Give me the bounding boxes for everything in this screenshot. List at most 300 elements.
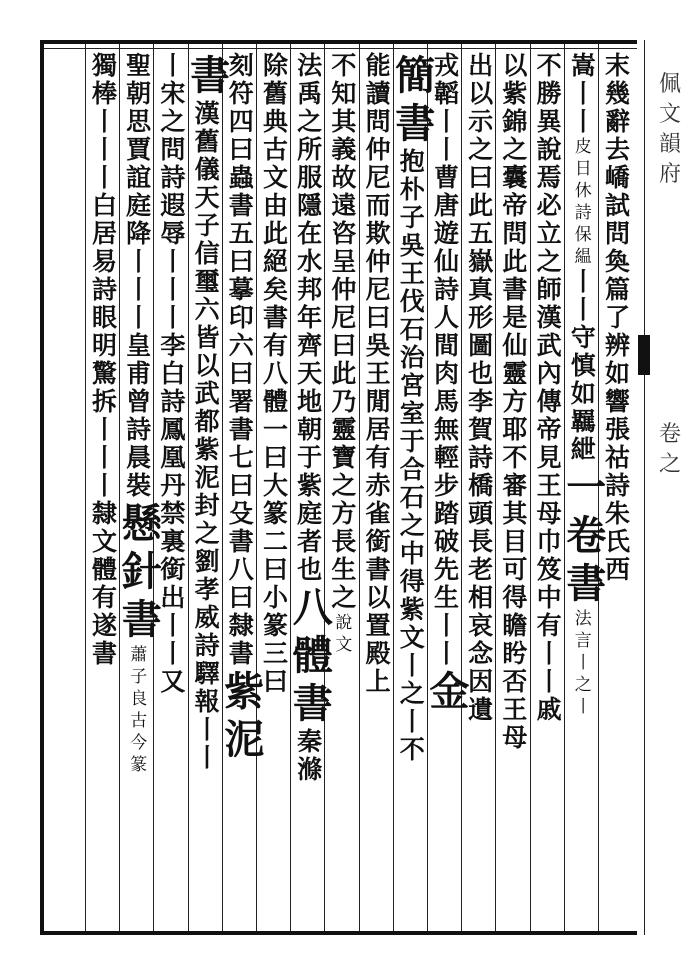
glyph: 寶 xyxy=(331,443,357,472)
glyph: 滌 xyxy=(297,755,323,784)
glyph: 能 xyxy=(365,51,391,80)
glyph: 符 xyxy=(228,79,254,108)
glyph: 蟲 xyxy=(228,163,254,192)
glyph: 篆 xyxy=(262,611,288,640)
glyph: 故 xyxy=(331,163,357,192)
glyph: 保 xyxy=(574,225,592,245)
glyph: 說 xyxy=(335,613,353,633)
glyph: 篆 xyxy=(262,499,288,528)
glyph: 水 xyxy=(297,247,323,276)
glyph: 不 xyxy=(331,51,357,80)
glyph: 焉 xyxy=(536,163,562,192)
page-margin xyxy=(638,40,688,935)
glyph: 五 xyxy=(228,219,254,248)
glyph: 嶽 xyxy=(468,247,494,276)
glyph: 見 xyxy=(536,443,562,472)
glyph: 誼 xyxy=(126,163,152,192)
column-segment xyxy=(292,584,333,728)
glyph: 驚 xyxy=(91,359,117,388)
glyph: 聖 xyxy=(126,51,152,80)
glyph: 紫 xyxy=(297,471,323,500)
glyph: 朝 xyxy=(126,79,152,108)
glyph: 丹 xyxy=(160,471,186,500)
glyph: 石 xyxy=(399,483,425,512)
glyph: 曰 xyxy=(262,555,288,584)
glyph: 戎 xyxy=(433,51,459,80)
glyph: 金 xyxy=(429,668,470,715)
glyph: 丨 xyxy=(433,611,459,640)
glyph: 嶠 xyxy=(604,163,630,192)
margin-glyph: 韻 xyxy=(658,132,681,157)
glyph: 審 xyxy=(502,471,528,500)
column-segment xyxy=(88,52,122,108)
glyph: 信 xyxy=(194,239,220,268)
glyph: 休 xyxy=(574,181,592,201)
glyph: 雀 xyxy=(365,499,391,528)
glyph: 八 xyxy=(262,359,288,388)
glyph: 丨 xyxy=(574,697,592,717)
column-segment xyxy=(88,192,122,416)
glyph: 靈 xyxy=(502,359,528,388)
glyph: 此 xyxy=(262,219,288,248)
glyph: 之 xyxy=(297,107,323,136)
glyph: 詩 xyxy=(574,203,592,223)
glyph: 年 xyxy=(297,303,323,332)
glyph: 朝 xyxy=(297,415,323,444)
glyph: 圖 xyxy=(468,331,494,360)
glyph: 武 xyxy=(194,379,220,408)
glyph: 庭 xyxy=(297,499,323,528)
glyph: 尼 xyxy=(365,275,391,304)
glyph: 真 xyxy=(468,275,494,304)
glyph: 詩 xyxy=(126,415,152,444)
glyph: 庭 xyxy=(126,191,152,220)
glyph: 古 xyxy=(130,711,148,731)
column-segment xyxy=(122,248,156,332)
glyph: 書 xyxy=(566,560,607,607)
column-segment xyxy=(190,52,231,100)
glyph: 儀 xyxy=(194,155,220,184)
glyph: 甫 xyxy=(126,359,152,388)
glyph: 置 xyxy=(365,611,391,640)
glyph: 隸 xyxy=(228,611,254,640)
text-column xyxy=(361,52,395,696)
glyph: 丨 xyxy=(160,639,186,668)
glyph: 朱 xyxy=(604,499,630,528)
glyph: 者 xyxy=(297,527,323,556)
glyph: 帝 xyxy=(502,191,528,220)
fish-tail-mark xyxy=(638,335,650,375)
glyph: 書 xyxy=(228,415,254,444)
glyph: 書 xyxy=(395,100,436,147)
column-segment xyxy=(464,52,498,724)
glyph: 生 xyxy=(331,555,357,584)
glyph: 也 xyxy=(297,555,323,584)
glyph: 皇 xyxy=(126,331,152,360)
glyph: 二 xyxy=(262,527,288,556)
glyph: 紫 xyxy=(502,79,528,108)
column-segment xyxy=(156,52,190,248)
glyph: 中 xyxy=(536,583,562,612)
glyph: 此 xyxy=(468,191,494,220)
column-segment xyxy=(190,716,224,772)
glyph: 問 xyxy=(160,135,186,164)
glyph: 裝 xyxy=(126,471,152,500)
glyph: 曾 xyxy=(126,387,152,416)
glyph: 尼 xyxy=(331,303,357,332)
glyph: 丨 xyxy=(433,107,459,136)
glyph: 丨 xyxy=(536,667,562,696)
glyph: 裏 xyxy=(160,527,186,556)
text-column xyxy=(224,51,265,764)
glyph: 必 xyxy=(536,191,562,220)
glyph: 丨 xyxy=(91,135,117,164)
glyph: 子 xyxy=(399,203,425,232)
glyph: 簡 xyxy=(395,52,436,99)
glyph: 遠 xyxy=(331,191,357,220)
glyph: 丨 xyxy=(433,639,459,668)
glyph: 間 xyxy=(433,331,459,360)
column-rule xyxy=(85,44,86,931)
glyph: 獨 xyxy=(91,51,117,80)
glyph: 可 xyxy=(502,555,528,584)
glyph: 耶 xyxy=(502,415,528,444)
glyph: 蕭 xyxy=(130,645,148,665)
glyph: 一 xyxy=(262,415,288,444)
glyph: 宋 xyxy=(160,79,186,108)
column-segment xyxy=(566,652,600,718)
glyph: 摹 xyxy=(228,275,254,304)
glyph: 錦 xyxy=(502,107,528,136)
glyph: 書 xyxy=(262,303,288,332)
glyph: 四 xyxy=(228,107,254,136)
glyph: 丨 xyxy=(91,163,117,192)
glyph: 曰 xyxy=(262,667,288,696)
margin-glyph: 卷 xyxy=(658,422,681,447)
margin-volume xyxy=(646,420,688,480)
glyph: 丨 xyxy=(194,743,220,772)
glyph: 天 xyxy=(194,183,220,212)
glyph: 出 xyxy=(468,51,494,80)
text-column xyxy=(327,52,361,656)
column-segment xyxy=(190,100,224,184)
column-segment xyxy=(395,52,436,148)
column-segment xyxy=(395,148,429,652)
column-segment xyxy=(395,652,429,736)
glyph: 曰 xyxy=(468,163,494,192)
glyph: 囊 xyxy=(502,163,528,192)
glyph: 書 xyxy=(365,555,391,584)
glyph: 不 xyxy=(399,735,425,764)
text-column xyxy=(566,51,607,718)
glyph: 禁 xyxy=(160,499,186,528)
glyph: 隱 xyxy=(297,191,323,220)
glyph: 而 xyxy=(365,191,391,220)
glyph: 不 xyxy=(536,51,562,80)
glyph: 八 xyxy=(228,555,254,584)
column-segment xyxy=(293,52,327,584)
glyph: 言 xyxy=(574,631,592,651)
glyph: 漢 xyxy=(194,99,220,128)
glyph: 以 xyxy=(365,583,391,612)
glyph: 璽 xyxy=(194,267,220,296)
text-column xyxy=(464,52,498,724)
glyph: 體 xyxy=(292,632,333,679)
glyph: 輕 xyxy=(433,443,459,472)
glyph: 眼 xyxy=(91,303,117,332)
glyph: 老 xyxy=(468,555,494,584)
glyph: 在 xyxy=(297,219,323,248)
text-column xyxy=(429,51,470,716)
glyph: 除 xyxy=(262,51,288,80)
glyph: 之 xyxy=(399,679,425,708)
glyph: 子 xyxy=(194,211,220,240)
glyph: 針 xyxy=(121,548,162,595)
glyph: 丨 xyxy=(399,707,425,736)
glyph: 合 xyxy=(399,455,425,484)
glyph: 笈 xyxy=(536,555,562,584)
glyph: 劉 xyxy=(194,547,220,576)
glyph: 李 xyxy=(160,331,186,360)
glyph: 嵩 xyxy=(570,51,596,80)
glyph: 孝 xyxy=(194,575,220,604)
glyph: 丨 xyxy=(91,415,117,444)
glyph: 傳 xyxy=(536,387,562,416)
glyph: 了 xyxy=(604,303,630,332)
glyph: 今 xyxy=(130,733,148,753)
glyph: 戚 xyxy=(536,695,562,724)
glyph: 丨 xyxy=(570,79,596,108)
column-segment xyxy=(361,52,395,696)
glyph: 曰 xyxy=(228,247,254,276)
glyph: 母 xyxy=(536,499,562,528)
glyph: 問 xyxy=(502,219,528,248)
glyph: 篇 xyxy=(604,275,630,304)
glyph: 丨 xyxy=(160,51,186,80)
glyph: 文 xyxy=(335,635,353,655)
glyph: 漢 xyxy=(536,303,562,332)
column-segment xyxy=(224,668,265,764)
glyph: 子 xyxy=(130,667,148,687)
glyph: 紫 xyxy=(194,435,220,464)
glyph: 守 xyxy=(570,323,596,352)
glyph: 驛 xyxy=(194,659,220,688)
glyph: 八 xyxy=(292,584,333,631)
glyph: 齊 xyxy=(297,331,323,360)
glyph: 踏 xyxy=(433,499,459,528)
column-segment xyxy=(430,612,464,668)
glyph: 書 xyxy=(190,52,231,99)
glyph: 王 xyxy=(502,695,528,724)
glyph: 五 xyxy=(468,219,494,248)
glyph: 詩 xyxy=(91,275,117,304)
glyph: 皆 xyxy=(194,323,220,352)
glyph: 呈 xyxy=(331,247,357,276)
glyph: 丨 xyxy=(399,651,425,680)
glyph: 知 xyxy=(331,79,357,108)
glyph: 思 xyxy=(126,107,152,136)
top-rule xyxy=(44,48,637,49)
glyph: 一 xyxy=(566,464,607,511)
glyph: 書 xyxy=(502,275,528,304)
glyph: 立 xyxy=(536,219,562,248)
glyph: 隸 xyxy=(91,499,117,528)
glyph: 文 xyxy=(399,623,425,652)
column-segment xyxy=(566,268,600,324)
glyph: 母 xyxy=(502,723,528,752)
glyph: 文 xyxy=(262,163,288,192)
glyph: 仲 xyxy=(365,135,391,164)
glyph: 紫 xyxy=(399,595,425,624)
glyph: 丨 xyxy=(194,715,220,744)
text-column xyxy=(532,52,566,724)
glyph: 仙 xyxy=(433,247,459,276)
glyph: 末 xyxy=(604,51,630,80)
glyph: 相 xyxy=(468,583,494,612)
glyph: 緼 xyxy=(574,247,592,267)
glyph: 絕 xyxy=(262,247,288,276)
glyph: 又 xyxy=(160,667,186,696)
glyph: 篆 xyxy=(130,755,148,775)
glyph: 書 xyxy=(91,639,117,668)
column-segment xyxy=(121,500,162,644)
glyph: 李 xyxy=(468,387,494,416)
glyph: 所 xyxy=(297,135,323,164)
column-segment xyxy=(566,80,600,136)
glyph: 署 xyxy=(228,387,254,416)
glyph: 出 xyxy=(160,583,186,612)
glyph: 人 xyxy=(433,303,459,332)
glyph: 法 xyxy=(574,609,592,629)
glyph: 明 xyxy=(91,331,117,360)
glyph: 鳳 xyxy=(160,415,186,444)
glyph: 方 xyxy=(502,387,528,416)
glyph: 丨 xyxy=(126,275,152,304)
glyph: 橋 xyxy=(468,471,494,500)
glyph: 仲 xyxy=(331,275,357,304)
glyph: 以 xyxy=(468,79,494,108)
margin-title xyxy=(646,70,688,190)
glyph: 王 xyxy=(365,359,391,388)
glyph: 白 xyxy=(91,191,117,220)
glyph: 殿 xyxy=(365,639,391,668)
glyph: 石 xyxy=(399,315,425,344)
glyph: 異 xyxy=(536,107,562,136)
glyph: 乃 xyxy=(331,387,357,416)
text-column xyxy=(88,52,122,668)
glyph: 長 xyxy=(331,527,357,556)
glyph: 幾 xyxy=(604,79,630,108)
glyph: 丨 xyxy=(126,303,152,332)
column-segment xyxy=(498,52,532,752)
glyph: 盻 xyxy=(502,639,528,668)
glyph: 印 xyxy=(228,303,254,332)
glyph: 丨 xyxy=(574,653,592,673)
glyph: 三 xyxy=(262,639,288,668)
text-column xyxy=(395,52,436,764)
glyph: 書 xyxy=(228,527,254,556)
glyph: 方 xyxy=(331,499,357,528)
glyph: 辭 xyxy=(604,107,630,136)
column-segment xyxy=(88,500,122,668)
glyph: 封 xyxy=(194,491,220,520)
glyph: 帝 xyxy=(536,415,562,444)
column-segment xyxy=(122,644,156,776)
glyph: 是 xyxy=(502,303,528,332)
glyph: 丨 xyxy=(160,275,186,304)
column-segment xyxy=(122,332,156,500)
glyph: 上 xyxy=(365,667,391,696)
glyph: 丨 xyxy=(536,639,562,668)
glyph: 有 xyxy=(365,443,391,472)
glyph: 報 xyxy=(194,687,220,716)
glyph: 目 xyxy=(502,527,528,556)
glyph: 之 xyxy=(331,471,357,500)
glyph: 內 xyxy=(536,359,562,388)
glyph: 王 xyxy=(399,259,425,288)
text-column xyxy=(259,52,293,696)
glyph: 讀 xyxy=(365,79,391,108)
glyph: 中 xyxy=(399,539,425,568)
glyph: 居 xyxy=(365,415,391,444)
glyph: 此 xyxy=(502,247,528,276)
glyph: 義 xyxy=(331,135,357,164)
glyph: 遐 xyxy=(160,191,186,220)
glyph: 其 xyxy=(331,107,357,136)
glyph: 曰 xyxy=(365,303,391,332)
glyph: 易 xyxy=(91,247,117,276)
glyph: 丨 xyxy=(570,267,596,296)
glyph: 丨 xyxy=(160,247,186,276)
glyph: 書 xyxy=(228,191,254,220)
glyph: 丨 xyxy=(433,135,459,164)
glyph: 矣 xyxy=(262,275,288,304)
glyph: 宮 xyxy=(399,371,425,400)
glyph: 六 xyxy=(194,295,220,324)
column-segment xyxy=(395,736,429,764)
text-column xyxy=(498,52,532,752)
glyph: 詩 xyxy=(604,471,630,500)
glyph: 伐 xyxy=(399,287,425,316)
glyph: 詩 xyxy=(468,443,494,472)
text-column xyxy=(292,51,333,784)
glyph: 由 xyxy=(262,191,288,220)
column-segment xyxy=(156,248,190,332)
glyph: 法 xyxy=(297,51,323,80)
glyph: 試 xyxy=(604,191,630,220)
column-segment xyxy=(532,696,566,724)
glyph: 皮 xyxy=(574,137,592,157)
glyph: 降 xyxy=(126,219,152,248)
glyph: 以 xyxy=(502,51,528,80)
glyph: 六 xyxy=(228,331,254,360)
glyph: 銜 xyxy=(160,555,186,584)
glyph: 之 xyxy=(536,247,562,276)
glyph: 丨 xyxy=(91,471,117,500)
margin-glyph: 佩 xyxy=(658,72,681,97)
glyph: 都 xyxy=(194,407,220,436)
glyph: 遊 xyxy=(433,219,459,248)
glyph: 肉 xyxy=(433,359,459,388)
glyph: 哀 xyxy=(468,611,494,640)
glyph: 舊 xyxy=(262,79,288,108)
glyph: 其 xyxy=(502,499,528,528)
glyph: 以 xyxy=(194,351,220,380)
glyph: 奐 xyxy=(604,247,630,276)
glyph: 銜 xyxy=(365,527,391,556)
glyph: 泥 xyxy=(224,716,265,763)
column-segment xyxy=(88,416,122,500)
